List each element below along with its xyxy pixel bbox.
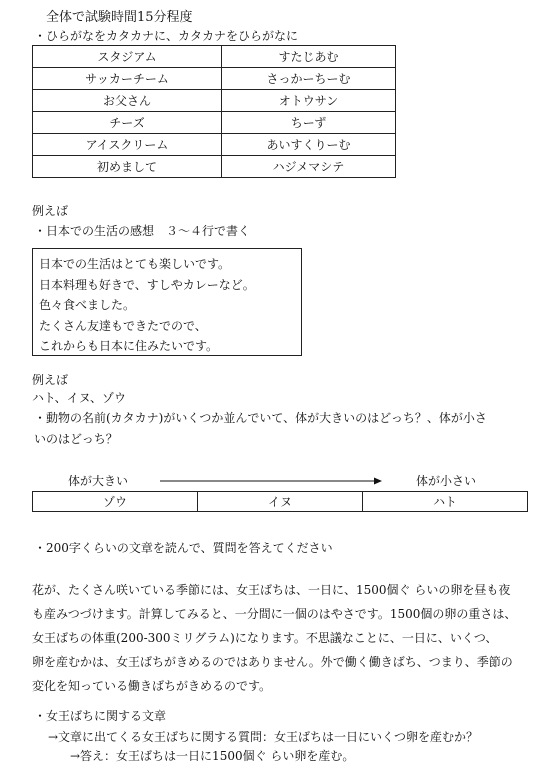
essay-line: 日本での生活はとても楽しいです。 <box>39 257 231 271</box>
table-cell: スタジアム <box>33 46 222 68</box>
section4-answer: →答え：女王ばちは一日に1500個ぐ らい卵を産む。 <box>70 749 355 763</box>
table-row <box>33 492 528 512</box>
example1-instruction: ・日本での生活の感想 ３～４行で書く <box>34 224 251 238</box>
arrow-right-icon <box>160 476 382 486</box>
essay-box <box>32 248 302 356</box>
table-row <box>33 134 396 156</box>
table-row <box>33 46 396 68</box>
table-cell: オトウサン <box>222 90 396 112</box>
passage-line: 女王ばちの体重(200-300ミリグラム)になります。不思議なことに、一日に、いくつ、 <box>32 631 498 645</box>
table-cell: ゾウ <box>33 492 198 512</box>
animal-list: ハト、イヌ、ゾウ <box>32 391 126 405</box>
table-cell: さっかーちーむ <box>222 68 396 90</box>
section1-instruction: ・ひらがなをカタカナに、カタカナをひらがなに <box>34 29 299 43</box>
essay-line: 色々食べました。 <box>39 298 136 312</box>
table-cell: あいすくりーむ <box>222 134 396 156</box>
section4-heading: ・女王ばちに関する文章 <box>34 709 167 723</box>
table-cell: すたじあむ <box>222 46 396 68</box>
table-cell: お父さん <box>33 90 222 112</box>
table-row <box>33 112 396 134</box>
passage-line: 卵を産むかは、女王ばちがきめるのではありません。外で働く働きばち、つまり、季節の <box>32 655 513 669</box>
passage-line: 変化を知っている働きばちがきめるのです。 <box>32 679 272 693</box>
example2-label: 例えば <box>32 373 69 387</box>
page-title: 全体で試験時間15分程度 <box>46 10 193 25</box>
section4-question: →文章に出てくる女王ばちに関する質問：女王ばちは一日にいくつ卵を産むか？ <box>48 730 479 744</box>
big-size-label: 体が大きい <box>68 474 129 488</box>
essay-line: たくさん友達もできたでので、 <box>39 318 207 333</box>
table-row <box>33 90 396 112</box>
table-cell: イヌ <box>198 492 363 512</box>
table-row <box>33 68 396 90</box>
passage-line: 花が、たくさん咲いている季節には、女王ばちは、一日に、1500個ぐ らいの卵を昼も夜 <box>32 583 511 597</box>
reading-passage <box>32 578 527 698</box>
table-cell: チーズ <box>33 112 222 134</box>
essay-line: これからも日本に住みたいです。 <box>39 339 219 353</box>
example1-label: 例えば <box>32 204 69 218</box>
essay-line: 日本料理も好きで、すしやカレーなど。 <box>39 277 255 292</box>
kana-table <box>32 45 396 178</box>
small-size-label: 体が小さい <box>416 474 477 488</box>
passage-line: も産みつづけます。計算してみると、一分間に一個のはやさです。1500個の卵の重さは、 <box>32 607 517 621</box>
section3-instruction: ・200字くらいの文章を読んで、質問を答えてください <box>34 541 333 555</box>
table-cell: ハト <box>363 492 528 512</box>
table-cell: サッカーチーム <box>33 68 222 90</box>
table-row <box>33 156 396 178</box>
table-cell: ハジメマシテ <box>222 156 396 178</box>
table-cell: 初めまして <box>33 156 222 178</box>
table-cell: アイスクリーム <box>33 134 222 156</box>
example2-question-line1: ・動物の名前(カタカナ)がいくつか並んでいて、体が大きいのはどっち？、体が小さ <box>34 411 487 425</box>
example2-question-line2: いのはどっち？ <box>34 432 118 446</box>
table-cell: ちーず <box>222 112 396 134</box>
size-order-table <box>32 491 528 512</box>
